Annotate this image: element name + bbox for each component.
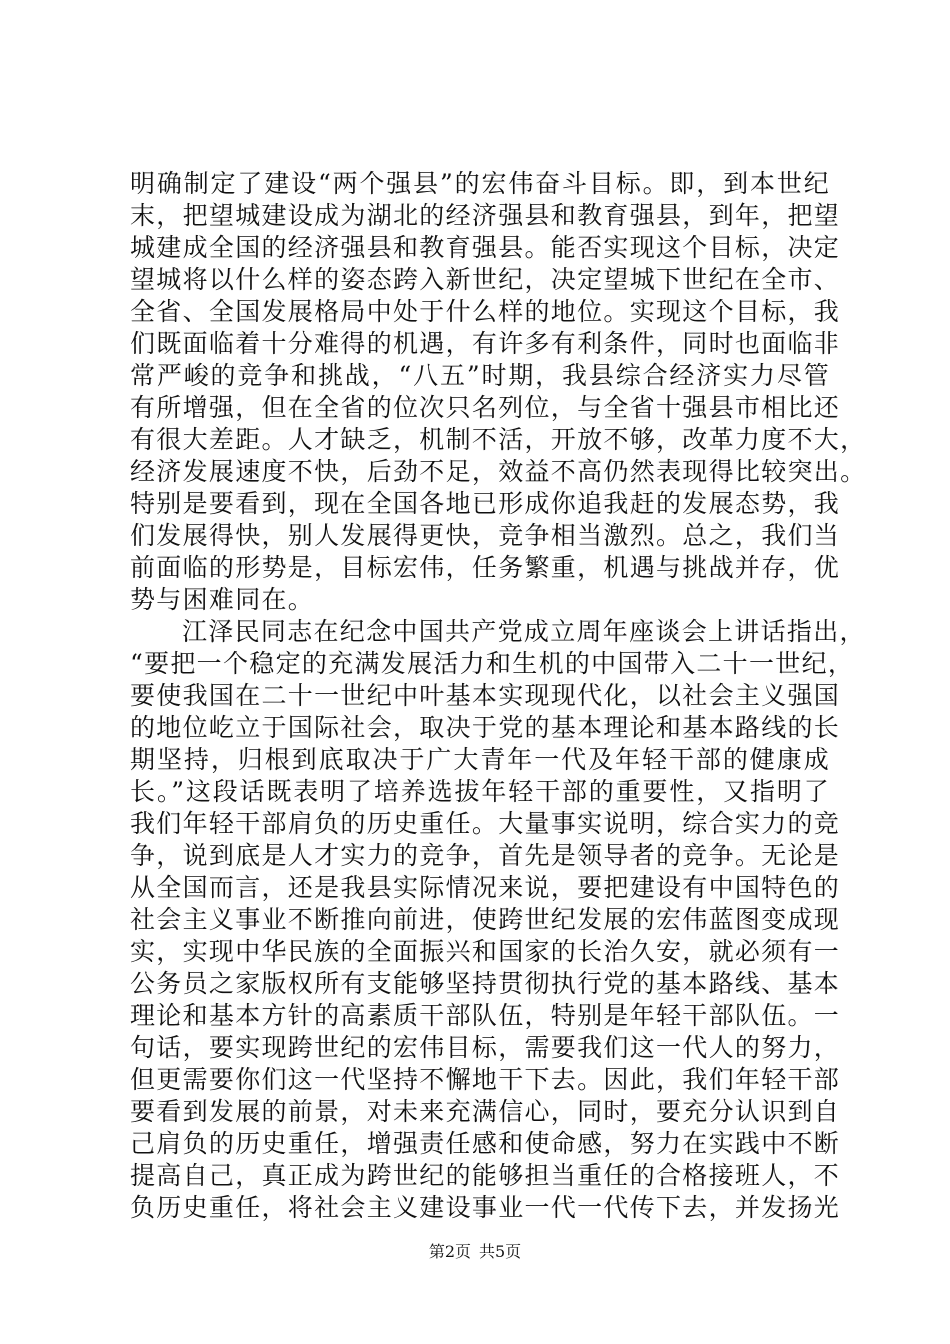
paragraph-start-line: 江泽民同志在纪念中国共产党成立周年座谈会上讲话指出， xyxy=(182,617,866,646)
text-line: 实，实现中华民族的全面振兴和国家的长治久安，就必须有一 xyxy=(130,937,841,966)
text-line: 们发展得快，别人发展得更快，竞争相当激烈。总之，我们当 xyxy=(130,521,841,550)
text-line: 经济发展速度不快，后劲不足，效益不高仍然表现得比较突出。 xyxy=(130,457,867,486)
text-line: 公务员之家版权所有支能够坚持贯彻执行党的基本路线、基本 xyxy=(130,969,841,998)
text-line: 全省、全国发展格局中处于什么样的地位。实现这个目标，我 xyxy=(130,297,841,326)
text-line: 们既面临着十分难得的机遇，有许多有利条件，同时也面临非 xyxy=(130,329,841,358)
text-line: 望城将以什么样的姿态跨入新世纪，决定望城下世纪在全市、 xyxy=(130,265,841,294)
text-line: 但更需要你们这一代坚持不懈地干下去。因此，我们年轻干部 xyxy=(130,1065,841,1094)
text-line: 理论和基本方针的高素质干部队伍，特别是年轻干部队伍。一 xyxy=(130,1001,841,1030)
page-footer xyxy=(0,1242,950,1262)
text-line: 提高自己，真正成为跨世纪的能够担当重任的合格接班人，不 xyxy=(130,1161,841,1190)
text-line: 从全国而言，还是我县实际情况来说，要把建设有中国特色的 xyxy=(130,873,841,902)
text-line: 常严峻的竞争和挑战，“八五”时期，我县综合经济实力尽管 xyxy=(130,361,830,390)
text-line: 特别是要看到，现在全国各地已形成你追我赶的发展态势，我 xyxy=(130,489,841,518)
text-line: 句话，要实现跨世纪的宏伟目标，需要我们这一代人的努力， xyxy=(130,1033,841,1062)
text-line: 明确制定了建设“两个强县”的宏伟奋斗目标。即，到本世纪 xyxy=(130,169,830,198)
text-line: 社会主义事业不断推向前进，使跨世纪发展的宏伟蓝图变成现 xyxy=(130,905,841,934)
text-line: 势与困难同在。 xyxy=(130,585,315,614)
text-line: 有很大差距。人才缺乏，机制不活，开放不够，改革力度不大， xyxy=(130,425,867,454)
text-line: “要把一个稳定的充满发展活力和生机的中国带入二十一世纪， xyxy=(130,649,855,678)
text-line: 的地位屹立于国际社会，取决于党的基本理论和基本路线的长 xyxy=(130,713,841,742)
body-text xyxy=(130,168,867,1224)
text-line: 城建成全国的经济强县和教育强县。能否实现这个目标，决定 xyxy=(130,233,841,262)
page-total: 共5页 xyxy=(479,1242,522,1261)
text-line: 负历史重任，将社会主义建设事业一代一代传下去，并发扬光 xyxy=(130,1193,841,1222)
text-line: 有所增强，但在全省的位次只名列位，与全省十强县市相比还 xyxy=(130,393,841,422)
page-number: 第2页 xyxy=(428,1242,471,1261)
text-line: 要看到发展的前景，对未来充满信心，同时，要充分认识到自 xyxy=(130,1097,841,1126)
text-line: 前面临的形势是，目标宏伟，任务繁重，机遇与挑战并存，优 xyxy=(130,553,841,582)
text-line: 末，把望城建设成为湖北的经济强县和教育强县，到年，把望 xyxy=(130,201,841,230)
text-line: 我们年轻干部肩负的历史重任。大量事实说明，综合实力的竞 xyxy=(130,809,841,838)
text-line: 要使我国在二十一世纪中叶基本实现现代化，以社会主义强国 xyxy=(130,681,841,710)
text-line: 己肩负的历史重任，增强责任感和使命感，努力在实践中不断 xyxy=(130,1129,841,1158)
text-line: 期坚持，归根到底取决于广大青年一代及年轻干部的健康成 xyxy=(130,745,830,774)
text-line: 争，说到底是人才实力的竞争，首先是领导者的竞争。无论是 xyxy=(130,841,841,870)
text-line: 长。”这段话既表明了培养选拔年轻干部的重要性，又指明了 xyxy=(130,777,830,806)
